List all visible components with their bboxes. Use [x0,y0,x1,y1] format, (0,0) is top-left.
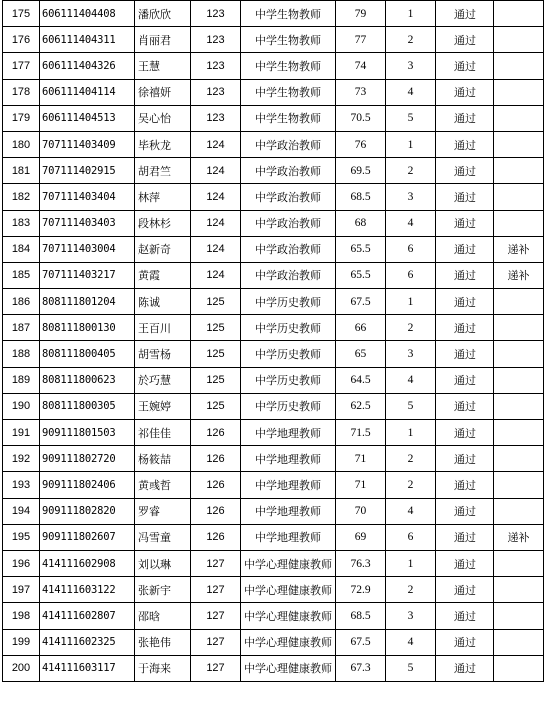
score-cell: 65.5 [336,262,386,288]
table-row [3,472,544,498]
rank-cell: 1 [386,550,436,576]
ticket-number-cell: 808111800623 [40,367,135,393]
rank-cell: 1 [386,131,436,157]
position-name-cell: 中学生物教师 [241,1,336,27]
position-code-cell: 125 [191,341,241,367]
position-code-cell: 127 [191,655,241,681]
position-name-cell: 中学政治教师 [241,236,336,262]
note-cell [494,603,544,629]
note-cell [494,577,544,603]
position-code-cell: 124 [191,210,241,236]
candidate-name-cell: 吴心怡 [135,105,191,131]
result-cell: 通过 [436,27,494,53]
position-name-cell: 中学地理教师 [241,446,336,472]
serial-number-cell: 195 [3,524,40,550]
rank-cell: 2 [386,577,436,603]
rank-cell: 2 [386,158,436,184]
position-code-cell: 123 [191,53,241,79]
ticket-number-cell: 414111603122 [40,577,135,603]
table-row [3,210,544,236]
serial-number-cell: 191 [3,420,40,446]
position-code-cell: 126 [191,524,241,550]
result-cell: 通过 [436,53,494,79]
result-cell: 通过 [436,550,494,576]
result-cell: 通过 [436,1,494,27]
position-code-cell: 127 [191,603,241,629]
candidate-name-cell: 赵新奇 [135,236,191,262]
note-cell [494,184,544,210]
result-cell: 通过 [436,498,494,524]
position-code-cell: 125 [191,315,241,341]
candidate-name-cell: 於巧慧 [135,367,191,393]
table-row [3,341,544,367]
note-cell [494,341,544,367]
ticket-number-cell: 606111404311 [40,27,135,53]
serial-number-cell: 198 [3,603,40,629]
rank-cell: 5 [386,393,436,419]
result-cell: 通过 [436,603,494,629]
position-name-cell: 中学政治教师 [241,158,336,184]
note-cell [494,289,544,315]
score-cell: 69.5 [336,158,386,184]
result-cell: 通过 [436,184,494,210]
serial-number-cell: 199 [3,629,40,655]
table-body [3,1,544,682]
table-row [3,79,544,105]
table-row [3,577,544,603]
result-cell: 通过 [436,131,494,157]
position-name-cell: 中学政治教师 [241,210,336,236]
serial-number-cell: 197 [3,577,40,603]
position-name-cell: 中学历史教师 [241,367,336,393]
note-cell: 递补 [494,524,544,550]
candidate-name-cell: 段林杉 [135,210,191,236]
position-code-cell: 125 [191,393,241,419]
result-cell: 通过 [436,446,494,472]
ticket-number-cell: 909111802607 [40,524,135,550]
ticket-number-cell: 707111403217 [40,262,135,288]
position-name-cell: 中学政治教师 [241,262,336,288]
note-cell [494,629,544,655]
score-cell: 64.5 [336,367,386,393]
table-row [3,131,544,157]
rank-cell: 2 [386,27,436,53]
serial-number-cell: 196 [3,550,40,576]
result-cell: 通过 [436,420,494,446]
rank-cell: 3 [386,603,436,629]
candidate-name-cell: 潘欣欣 [135,1,191,27]
position-code-cell: 123 [191,79,241,105]
rank-cell: 1 [386,289,436,315]
score-cell: 76 [336,131,386,157]
candidate-name-cell: 冯雪童 [135,524,191,550]
rank-cell: 4 [386,629,436,655]
position-code-cell: 126 [191,446,241,472]
rank-cell: 4 [386,210,436,236]
table-row [3,655,544,681]
candidate-name-cell: 肖丽君 [135,27,191,53]
candidate-name-cell: 毕秋龙 [135,131,191,157]
position-name-cell: 中学地理教师 [241,420,336,446]
rank-cell: 3 [386,341,436,367]
rank-cell: 6 [386,524,436,550]
position-code-cell: 123 [191,1,241,27]
table-row [3,315,544,341]
candidate-name-cell: 邵晗 [135,603,191,629]
rank-cell: 1 [386,420,436,446]
position-name-cell: 中学心理健康教师 [241,655,336,681]
rank-cell: 6 [386,236,436,262]
score-cell: 71.5 [336,420,386,446]
result-cell: 通过 [436,105,494,131]
serial-number-cell: 186 [3,289,40,315]
position-name-cell: 中学历史教师 [241,315,336,341]
table-row [3,27,544,53]
result-cell: 通过 [436,158,494,184]
note-cell [494,550,544,576]
position-code-cell: 124 [191,184,241,210]
position-name-cell: 中学政治教师 [241,131,336,157]
serial-number-cell: 194 [3,498,40,524]
candidate-name-cell: 祁佳佳 [135,420,191,446]
rank-cell: 4 [386,367,436,393]
result-cell: 通过 [436,262,494,288]
note-cell [494,131,544,157]
rank-cell: 4 [386,79,436,105]
table-row [3,1,544,27]
position-name-cell: 中学历史教师 [241,393,336,419]
score-cell: 73 [336,79,386,105]
score-cell: 68.5 [336,603,386,629]
candidate-name-cell: 张新宇 [135,577,191,603]
table-row [3,367,544,393]
note-cell [494,27,544,53]
note-cell [494,158,544,184]
ticket-number-cell: 808111800405 [40,341,135,367]
result-cell: 通过 [436,629,494,655]
ticket-number-cell: 414111602908 [40,550,135,576]
position-code-cell: 124 [191,158,241,184]
score-cell: 68.5 [336,184,386,210]
result-cell: 通过 [436,315,494,341]
serial-number-cell: 181 [3,158,40,184]
position-name-cell: 中学生物教师 [241,27,336,53]
table-row [3,603,544,629]
result-cell: 通过 [436,289,494,315]
serial-number-cell: 182 [3,184,40,210]
note-cell [494,79,544,105]
position-name-cell: 中学心理健康教师 [241,603,336,629]
ticket-number-cell: 909111802720 [40,446,135,472]
rank-cell: 4 [386,498,436,524]
serial-number-cell: 188 [3,341,40,367]
rank-cell: 5 [386,655,436,681]
score-cell: 77 [336,27,386,53]
score-cell: 67.3 [336,655,386,681]
ticket-number-cell: 808111800305 [40,393,135,419]
note-cell [494,498,544,524]
rank-cell: 3 [386,184,436,210]
note-cell [494,210,544,236]
result-cell: 通过 [436,367,494,393]
serial-number-cell: 189 [3,367,40,393]
score-cell: 71 [336,472,386,498]
ticket-number-cell: 707111403404 [40,184,135,210]
score-cell: 67.5 [336,289,386,315]
rank-cell: 6 [386,262,436,288]
note-cell [494,367,544,393]
table-row [3,158,544,184]
note-cell [494,446,544,472]
score-cell: 71 [336,446,386,472]
rank-cell: 2 [386,446,436,472]
note-cell [494,393,544,419]
table-row [3,524,544,550]
score-cell: 72.9 [336,577,386,603]
candidate-name-cell: 陈诚 [135,289,191,315]
ticket-number-cell: 707111403403 [40,210,135,236]
result-cell: 通过 [436,210,494,236]
position-code-cell: 126 [191,472,241,498]
table-row [3,236,544,262]
serial-number-cell: 176 [3,27,40,53]
position-name-cell: 中学心理健康教师 [241,577,336,603]
serial-number-cell: 192 [3,446,40,472]
ticket-number-cell: 909111802820 [40,498,135,524]
note-cell: 递补 [494,262,544,288]
result-cell: 通过 [436,577,494,603]
table-row [3,420,544,446]
ticket-number-cell: 606111404513 [40,105,135,131]
rank-cell: 1 [386,1,436,27]
result-cell: 通过 [436,472,494,498]
note-cell: 递补 [494,236,544,262]
position-name-cell: 中学心理健康教师 [241,629,336,655]
candidate-name-cell: 黄霞 [135,262,191,288]
candidate-name-cell: 刘以琳 [135,550,191,576]
table-row [3,393,544,419]
table-row [3,498,544,524]
position-name-cell: 中学地理教师 [241,498,336,524]
position-code-cell: 126 [191,498,241,524]
rank-cell: 2 [386,472,436,498]
serial-number-cell: 183 [3,210,40,236]
table-row [3,629,544,655]
ticket-number-cell: 606111404326 [40,53,135,79]
ticket-number-cell: 707111403004 [40,236,135,262]
result-cell: 通过 [436,655,494,681]
score-cell: 65 [336,341,386,367]
score-cell: 70 [336,498,386,524]
candidate-name-cell: 胡雪杨 [135,341,191,367]
results-sheet [2,0,544,682]
candidate-name-cell: 罗睿 [135,498,191,524]
results-table [2,0,544,682]
table-row [3,53,544,79]
ticket-number-cell: 707111403409 [40,131,135,157]
note-cell [494,472,544,498]
score-cell: 65.5 [336,236,386,262]
result-cell: 通过 [436,341,494,367]
serial-number-cell: 187 [3,315,40,341]
position-code-cell: 127 [191,629,241,655]
position-name-cell: 中学历史教师 [241,289,336,315]
candidate-name-cell: 张艳伟 [135,629,191,655]
serial-number-cell: 185 [3,262,40,288]
score-cell: 69 [336,524,386,550]
position-code-cell: 125 [191,367,241,393]
rank-cell: 5 [386,105,436,131]
score-cell: 79 [336,1,386,27]
ticket-number-cell: 909111802406 [40,472,135,498]
rank-cell: 3 [386,53,436,79]
position-name-cell: 中学生物教师 [241,105,336,131]
position-name-cell: 中学心理健康教师 [241,550,336,576]
table-row [3,289,544,315]
result-cell: 通过 [436,524,494,550]
position-name-cell: 中学历史教师 [241,341,336,367]
candidate-name-cell: 王百川 [135,315,191,341]
ticket-number-cell: 606111404114 [40,79,135,105]
result-cell: 通过 [436,79,494,105]
score-cell: 70.5 [336,105,386,131]
table-row [3,105,544,131]
table-row [3,550,544,576]
ticket-number-cell: 707111402915 [40,158,135,184]
position-code-cell: 127 [191,577,241,603]
position-code-cell: 124 [191,262,241,288]
ticket-number-cell: 808111800130 [40,315,135,341]
score-cell: 74 [336,53,386,79]
note-cell [494,420,544,446]
table-row [3,262,544,288]
serial-number-cell: 175 [3,1,40,27]
candidate-name-cell: 王慧 [135,53,191,79]
candidate-name-cell: 黄彧哲 [135,472,191,498]
position-code-cell: 123 [191,27,241,53]
ticket-number-cell: 414111602325 [40,629,135,655]
result-cell: 通过 [436,236,494,262]
note-cell [494,1,544,27]
position-code-cell: 124 [191,131,241,157]
note-cell [494,315,544,341]
ticket-number-cell: 808111801204 [40,289,135,315]
serial-number-cell: 193 [3,472,40,498]
candidate-name-cell: 于海来 [135,655,191,681]
position-name-cell: 中学政治教师 [241,184,336,210]
note-cell [494,105,544,131]
candidate-name-cell: 杨筱喆 [135,446,191,472]
serial-number-cell: 184 [3,236,40,262]
candidate-name-cell: 林萍 [135,184,191,210]
position-code-cell: 124 [191,236,241,262]
note-cell [494,53,544,79]
position-code-cell: 126 [191,420,241,446]
serial-number-cell: 177 [3,53,40,79]
note-cell [494,655,544,681]
table-row [3,446,544,472]
serial-number-cell: 178 [3,79,40,105]
candidate-name-cell: 胡君竺 [135,158,191,184]
position-name-cell: 中学生物教师 [241,79,336,105]
score-cell: 62.5 [336,393,386,419]
serial-number-cell: 179 [3,105,40,131]
serial-number-cell: 190 [3,393,40,419]
candidate-name-cell: 王婉婷 [135,393,191,419]
serial-number-cell: 200 [3,655,40,681]
score-cell: 76.3 [336,550,386,576]
result-cell: 通过 [436,393,494,419]
position-name-cell: 中学地理教师 [241,524,336,550]
position-code-cell: 123 [191,105,241,131]
candidate-name-cell: 徐禧妍 [135,79,191,105]
position-name-cell: 中学生物教师 [241,53,336,79]
position-code-cell: 127 [191,550,241,576]
position-code-cell: 125 [191,289,241,315]
table-row [3,184,544,210]
position-name-cell: 中学地理教师 [241,472,336,498]
ticket-number-cell: 414111603117 [40,655,135,681]
ticket-number-cell: 414111602807 [40,603,135,629]
score-cell: 68 [336,210,386,236]
score-cell: 66 [336,315,386,341]
rank-cell: 2 [386,315,436,341]
ticket-number-cell: 606111404408 [40,1,135,27]
serial-number-cell: 180 [3,131,40,157]
ticket-number-cell: 909111801503 [40,420,135,446]
score-cell: 67.5 [336,629,386,655]
